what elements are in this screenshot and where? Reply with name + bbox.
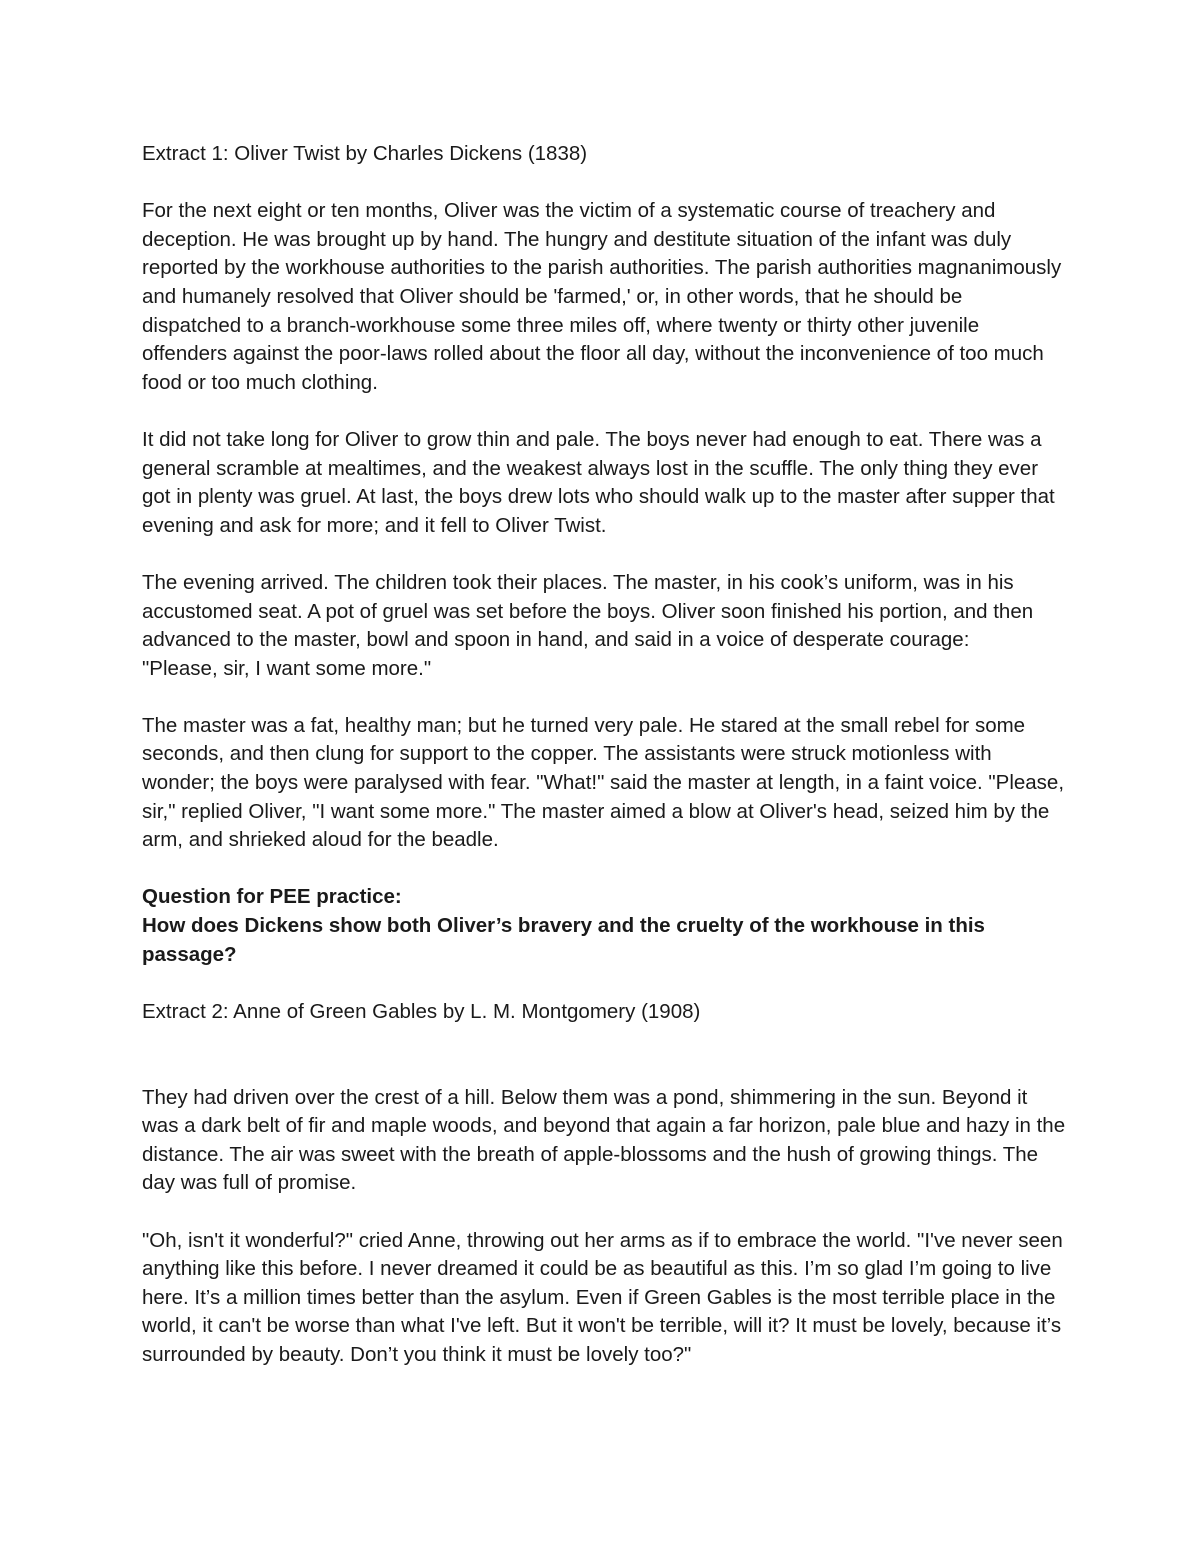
spacer — [142, 397, 1067, 426]
extract-2-paragraph-1: They had driven over the crest of a hill. Below them was a pond, shimmering in the sun. Beyond it was a dark belt of fir and maple woods, and beyond that again a far horizon, pale blue and hazy in the distance. The air was sweet with the breath of apple-blossoms and the hush of growing things. The day was full of promise. — [142, 1085, 1066, 1195]
spacer — [142, 1026, 1067, 1083]
extract-1-quote: "Please, sir, I want some more." — [142, 656, 432, 680]
spacer — [142, 969, 1067, 998]
extract-2-heading: Extract 2: Anne of Green Gables by L. M. Montgomery (1908) — [142, 999, 701, 1023]
extract-2-paragraph-2: "Oh, isn't it wonderful?" cried Anne, throwing out her arms as if to embrace the world. "I've never seen anything like this before. I never dreamed it could be as beautiful as this. I’m so glad I’m going to live here. It’s a million times better than the asylum. Even if Green Gables is the most terrible place in the world, it can't be worse than what I've left. But it won't be terrible, will it? It must be lovely, because it’s surrounded by beauty. Don’t you think it must be lovely too?" — [142, 1228, 1063, 1366]
extract-1-paragraph-1: For the next eight or ten months, Oliver was the victim of a systematic course of treachery and deception. He was brought up by hand. The hungry and destitute situation of the infant was duly reported by the workhouse authorities to the parish authorities. The parish authorities magnanimously and humanely resolved that Oliver should be 'farmed,' or, in other words, that he should be dispatched to a branch-workhouse some three miles off, where twenty or thirty other juvenile offenders against the poor-laws rolled about the floor all day, without the inconvenience of too much food or too much clothing. — [142, 199, 1062, 394]
extract-1-paragraph-2: It did not take long for Oliver to grow thin and pale. The boys never had enough to eat. There was a general scramble at mealtimes, and the weakest always lost in the scuffle. The only thing they ever got in plenty was gruel. At last, the boys drew lots who should walk up to the master after supper that evening and ask for more; and it fell to Oliver Twist. — [142, 427, 1055, 537]
question-label: Question for PEE practice: — [142, 885, 402, 909]
extract-1-paragraph-4: The master was a fat, healthy man; but he turned very pale. He stared at the small rebel for some seconds, and then clung for support to the copper. The assistants were struck motionless with wonder; the boys were paralysed with fear. "What!" said the master at length, in a faint voice. "Please, sir," replied Oliver, "I want some more." The master aimed a blow at Oliver's head, seized him by the arm, and shrieked aloud for the beadle. — [142, 713, 1065, 852]
extract-1-heading: Extract 1: Oliver Twist by Charles Dickens (1838) — [142, 142, 588, 165]
spacer — [142, 169, 1067, 198]
spacer — [142, 855, 1067, 884]
document-page — [142, 140, 1067, 1370]
extract-1-paragraph-3: The evening arrived. The children took their places. The master, in his cook’s uniform, was in his accustomed seat. A pot of gruel was set before the boys. Oliver soon finished his portion, and then advanced to the master, bowl and spoon in hand, and said in a voice of desperate courage: — [142, 570, 1034, 652]
spacer — [142, 683, 1067, 712]
spacer — [142, 1198, 1067, 1227]
question-text: How does Dickens show both Oliver’s bravery and the cruelty of the workhouse in this passage? — [142, 914, 985, 966]
spacer — [142, 540, 1067, 569]
